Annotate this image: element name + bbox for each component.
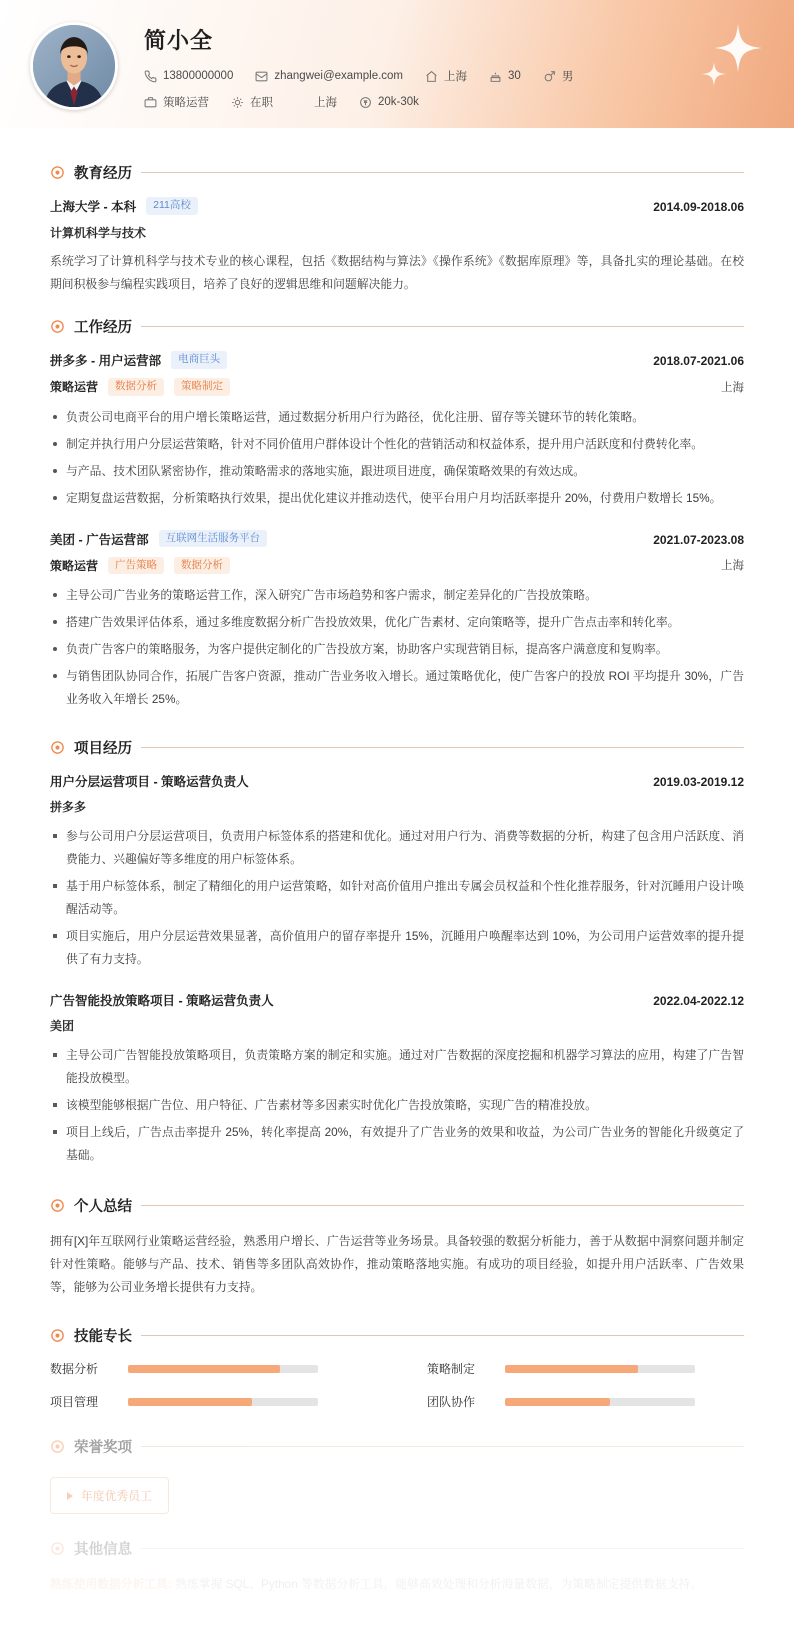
skill-bar — [505, 1398, 695, 1406]
mail-icon — [255, 70, 268, 83]
entry-header — [50, 197, 744, 215]
company-name: 拼多多 - 用户运营部 — [50, 354, 162, 368]
list-item: 项目上线后，广告点击率提升 25%，转化率提高 20%，有效提升了广告业务的效果和收益，为公司广告业务的智能化升级奠定了基础。 — [50, 1121, 744, 1167]
meta-phone — [144, 70, 233, 83]
work-location: 上海 — [721, 381, 744, 394]
section-work — [50, 316, 744, 711]
list-item: 该模型能够根据广告位、用户特征、广告素材等多因素实时优化广告投放策略，实现广告的精准投放。 — [50, 1094, 744, 1117]
home-icon — [425, 70, 438, 83]
skill-bar — [128, 1365, 318, 1373]
section-header — [50, 1195, 744, 1216]
company-name: 美团 - 广告运营部 — [50, 532, 149, 547]
gender-icon — [543, 70, 556, 83]
work-date: 2021.07-2023.08 — [653, 532, 744, 547]
skill-bar-fill — [128, 1398, 252, 1406]
skill-label: 策略制定 — [427, 1362, 476, 1377]
role-tag: 数据分析 — [174, 557, 230, 575]
meta-city — [425, 68, 467, 84]
skills-grid — [50, 1360, 744, 1410]
project-title: 用户分层运营项目 - 策略运营负责人 — [50, 775, 249, 790]
list-item: 负责广告客户的策略服务，为客户提供定制化的广告投放方案，协助客户实现营销目标，提高客户满意度和复购率。 — [50, 638, 744, 661]
meta-work-city — [295, 94, 337, 110]
education-major: 计算机科学与技术 — [50, 226, 147, 240]
section-header — [50, 737, 744, 758]
section-summary — [50, 1195, 744, 1299]
resume-body — [0, 128, 794, 1636]
skill-label: 项目管理 — [50, 1395, 99, 1410]
school-title — [50, 197, 198, 215]
project-entry — [50, 772, 744, 971]
avatar — [30, 22, 118, 110]
meta-gender — [543, 68, 574, 84]
work-date: 2018.07-2021.06 — [653, 354, 744, 368]
skill-bar-fill — [128, 1365, 280, 1373]
school-name: 上海大学 - 本科 — [50, 200, 137, 214]
play-triangle-icon — [67, 1492, 73, 1500]
section-title-summary: 个人总结 — [74, 1199, 132, 1216]
section-header — [50, 316, 744, 337]
trophy-circle-icon — [50, 1439, 65, 1454]
divider — [141, 326, 744, 327]
list-item: 项目实施后，用户分层运营效果显著，高价值用户的留存率提升 15%，沉睡用户唤醒率达到 10%，为公司用户运营效率的提升提供了有力支持。 — [50, 925, 744, 971]
entry-subheader — [50, 378, 744, 396]
meta-position-text: 策略运营 — [163, 97, 209, 109]
meta-age — [489, 70, 521, 83]
briefcase-circle-icon — [50, 319, 65, 334]
skill-item — [50, 1360, 367, 1377]
star-circle-icon — [50, 1328, 65, 1343]
role-wrap — [50, 378, 230, 396]
project-bullets — [50, 825, 744, 971]
status-icon — [231, 96, 244, 109]
blank-icon — [295, 96, 308, 109]
section-header — [50, 162, 744, 183]
meta-position — [144, 94, 209, 110]
page-title: 简小全 — [144, 28, 214, 53]
honor-item[interactable] — [50, 1477, 169, 1514]
project-bullets — [50, 1044, 744, 1167]
folder-circle-icon — [50, 740, 65, 755]
work-bullets — [50, 406, 744, 510]
divider — [141, 1335, 744, 1336]
skill-item — [50, 1393, 367, 1410]
work-bullets — [50, 584, 744, 711]
list-item: 基于用户标签体系，制定了精细化的用户运营策略，如针对高价值用户推出专属会员权益和个性化推荐服务，针对沉睡用户设计唤醒活动等。 — [50, 875, 744, 921]
cake-icon — [489, 70, 502, 83]
briefcase-icon — [144, 96, 157, 109]
entry-header — [50, 351, 744, 369]
list-item: 与产品、技术团队紧密协作，推动策略需求的落地实施，跟进项目进度，确保策略效果的有效达成。 — [50, 460, 744, 483]
meta-email-text: zhangwei@example.com — [274, 70, 404, 82]
section-education — [50, 162, 744, 296]
divider — [141, 1548, 744, 1549]
project-title: 广告智能投放策略项目 - 策略运营负责人 — [50, 994, 274, 1009]
section-header — [50, 1325, 744, 1346]
section-projects — [50, 737, 744, 1167]
school-tag: 211高校 — [146, 197, 198, 215]
work-entry — [50, 351, 744, 510]
list-item: 参与公司用户分层运营项目，负责用户标签体系的搭建和优化。通过对用户行为、消费等数据的分析，构建了包含用户活跃度、消费能力、兴趣偏好等多维度的用户标签体系。 — [50, 825, 744, 871]
project-entry — [50, 991, 744, 1167]
meta-email — [255, 70, 403, 83]
project-date: 2022.04-2022.12 — [653, 994, 744, 1009]
entry-subheader — [50, 557, 744, 575]
section-header — [50, 1436, 744, 1457]
company-tag: 电商巨头 — [171, 351, 227, 369]
summary-text: 拥有[X]年互联网行业策略运营经验，熟悉用户增长、广告运营等业务场景。具备较强的数据分析能力，善于从数据中洞察问题并制定针对性策略。能够与产品、技术、销售等多团队高效协作，推动策略落地实施。有成功的项目经验，如提升用户活跃率、广告效果等，能够为公司业务增长提供有力支持。 — [50, 1234, 744, 1295]
section-title-honors: 荣誉奖项 — [74, 1440, 132, 1457]
meta-status-text: 在职 — [250, 97, 273, 109]
work-entry — [50, 530, 744, 712]
list-item: 制定并执行用户分层运营策略，针对不同价值用户群体设计个性化的营销活动和权益体系，提升用户活跃度和付费转化率。 — [50, 433, 744, 456]
role-wrap — [50, 557, 230, 575]
meta-gender-text: 男 — [561, 71, 574, 83]
section-skills — [50, 1325, 744, 1410]
entry-header — [50, 530, 744, 548]
entry-header — [50, 991, 744, 1009]
meta-age-text: 30 — [508, 70, 521, 82]
role-name: 策略运营 — [50, 380, 99, 395]
meta-city-text: 上海 — [444, 71, 468, 83]
section-title-others: 其他信息 — [74, 1542, 132, 1559]
meta-status — [231, 94, 273, 110]
education-entry — [50, 197, 744, 296]
section-header — [50, 1538, 744, 1559]
project-company: 拼多多 — [50, 800, 87, 815]
section-title-work: 工作经历 — [74, 320, 132, 336]
section-title-projects: 项目经历 — [74, 741, 132, 758]
project-date: 2019.03-2019.12 — [653, 775, 744, 790]
meta-work-city-text: 上海 — [314, 97, 337, 109]
contact-meta-row — [144, 68, 764, 84]
list-item: 定期复盘运营数据，分析策略执行效果，提出优化建议并推动迭代，使平台用户月均活跃率提升 20%，付费用户数增长 15%。 — [50, 487, 744, 510]
skill-label: 数据分析 — [50, 1362, 99, 1377]
company-title — [50, 351, 227, 369]
meta-salary — [359, 96, 419, 109]
section-others — [50, 1538, 744, 1595]
entry-header — [50, 772, 744, 790]
role-name: 策略运营 — [50, 558, 99, 573]
skill-bar — [128, 1398, 318, 1406]
skill-bar — [505, 1365, 695, 1373]
meta-phone-text: 13800000000 — [163, 70, 234, 82]
company-title — [50, 530, 267, 548]
divider — [141, 747, 744, 748]
others-label: 熟练使用数据分析工具: — [50, 1577, 172, 1592]
user-circle-icon — [50, 1198, 65, 1213]
skill-label: 团队协作 — [427, 1395, 476, 1410]
meta-salary-text: 20k-30k — [378, 96, 419, 108]
section-title-education: 教育经历 — [74, 166, 132, 182]
info-circle-icon — [50, 1541, 65, 1556]
header-info — [144, 22, 764, 120]
list-item: 主导公司广告业务的策略运营工作，深入研究广告市场趋势和客户需求，制定差异化的广告投放策略。 — [50, 584, 744, 607]
others-text: 熟练掌握 SQL、Python 等数据分析工具，能够高效处理和分析海量数据，为策略制定提供数据支持。 — [175, 1577, 703, 1592]
section-title-skills: 技能专长 — [74, 1329, 132, 1346]
work-location: 上海 — [721, 560, 744, 573]
phone-icon — [144, 70, 157, 83]
role-tag: 数据分析 — [108, 378, 164, 396]
project-company: 美团 — [50, 1019, 75, 1034]
role-tag: 策略制定 — [174, 378, 230, 396]
salary-icon — [359, 96, 372, 109]
others-row — [50, 1573, 744, 1595]
list-item: 负责公司电商平台的用户增长策略运营，通过数据分析用户行为路径，优化注册、留存等关键环节的转化策略。 — [50, 406, 744, 429]
skill-item — [427, 1360, 744, 1377]
company-tag: 互联网生活服务平台 — [159, 530, 268, 548]
section-honors — [50, 1436, 744, 1514]
role-tag: 广告策略 — [108, 557, 164, 575]
job-meta-row — [144, 94, 764, 110]
skill-item — [427, 1393, 744, 1410]
education-description: 系统学习了计算机科学与技术专业的核心课程，包括《数据结构与算法》《操作系统》《数据库原理》等，具备扎实的理论基础。在校期间积极参与编程实践项目，培养了良好的逻辑思维和问题解决能力。 — [50, 254, 744, 291]
honor-label: 年度优秀员工 — [81, 1489, 152, 1504]
resume-header — [0, 0, 794, 128]
list-item: 与销售团队协同合作，拓展广告客户资源，推动广告业务收入增长。通过策略优化，使广告客户的投放 ROI 平均提升 30%，广告业务收入年增长 25%。 — [50, 665, 744, 711]
skill-bar-fill — [505, 1365, 638, 1373]
divider — [141, 1446, 744, 1447]
list-item: 搭建广告效果评估体系，通过多维度数据分析广告投放效果，优化广告素材、定向策略等，提升广告点击率和转化率。 — [50, 611, 744, 634]
skill-bar-fill — [505, 1398, 610, 1406]
education-date: 2014.09-2018.06 — [653, 200, 744, 214]
divider — [141, 1205, 744, 1206]
list-item: 主导公司广告智能投放策略项目，负责策略方案的制定和实施。通过对广告数据的深度挖掘和机器学习算法的应用，构建了广告智能投放模型。 — [50, 1044, 744, 1090]
graduation-cap-icon — [50, 165, 65, 180]
divider — [141, 172, 744, 173]
